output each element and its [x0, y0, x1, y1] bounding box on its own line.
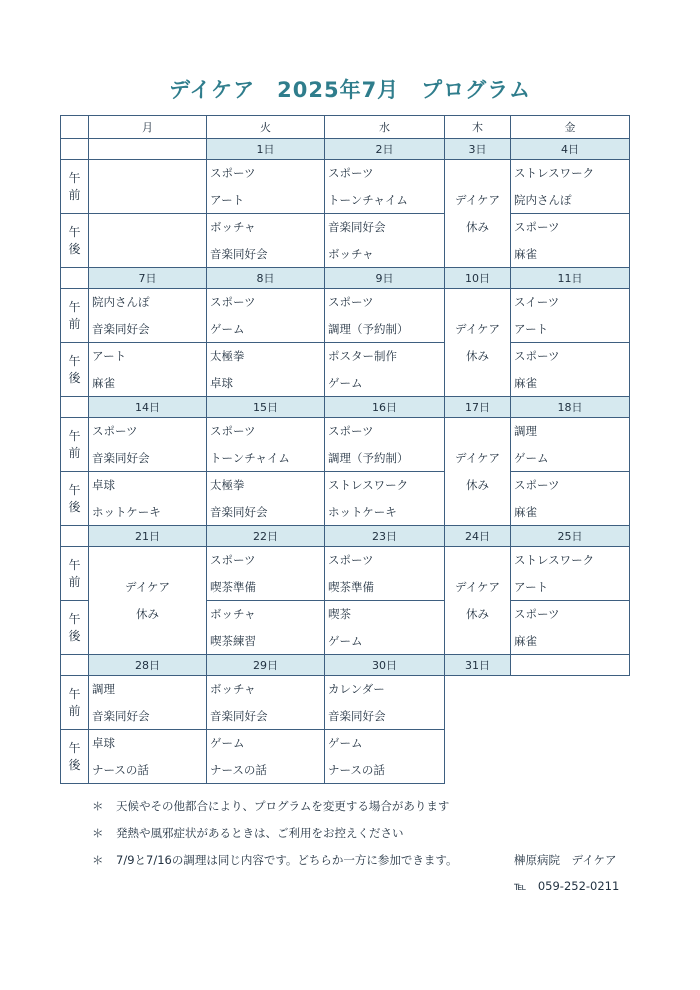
activity-item: ポスター制作	[328, 349, 397, 363]
activity-item: ボッチャ	[210, 220, 256, 234]
period-label-afternoon	[61, 730, 89, 784]
date-cell: 17日	[445, 397, 511, 418]
activity-item: 調理	[514, 424, 537, 438]
activity-item: スポーツ	[514, 478, 560, 492]
activity-item: スポーツ	[328, 295, 374, 309]
page-title: デイケア 2025年7月 プログラム	[169, 78, 531, 102]
activity-cell	[207, 418, 325, 472]
activity-item: スポーツ	[514, 607, 560, 621]
period-char: 午	[68, 224, 81, 239]
activity-cell	[325, 601, 445, 655]
activity-cell	[325, 676, 445, 730]
activity-cell	[207, 676, 325, 730]
date-cell: 2日	[325, 139, 445, 160]
closed-label: 休み	[466, 219, 489, 234]
closed-label: デイケア	[455, 579, 500, 594]
date-row	[61, 655, 630, 676]
date-cell: 8日	[207, 268, 325, 289]
activity-item: ストレスワーク	[514, 166, 595, 180]
activity-item: 音楽同好会	[210, 708, 268, 723]
activity-cell	[511, 289, 630, 343]
activity-item: 太極拳	[210, 349, 245, 363]
activity-cell	[325, 418, 445, 472]
activity-item: トーンチャイム	[328, 192, 408, 207]
activity-cell	[89, 214, 207, 268]
note-mark: ＊	[92, 826, 104, 840]
activity-item: 太極拳	[210, 478, 245, 492]
closed-label: デイケア	[125, 579, 170, 594]
activity-item: スポーツ	[328, 166, 374, 180]
activity-cell	[89, 160, 207, 214]
date-cell: 31日	[445, 655, 511, 676]
period-char: 後	[68, 499, 81, 514]
activity-cell	[325, 343, 445, 397]
activity-item: アート	[92, 349, 127, 363]
date-cell: 24日	[445, 526, 511, 547]
period-char: 後	[68, 370, 81, 385]
period-char: 前	[68, 703, 81, 718]
date-corner	[61, 526, 89, 547]
schedule-table	[60, 115, 630, 784]
activity-cell	[207, 160, 325, 214]
activity-cell	[207, 730, 325, 784]
period-char: 午	[68, 428, 81, 443]
closed-day-cell	[445, 418, 511, 526]
organization-name: 榊原病院 デイケア	[514, 853, 617, 867]
activity-item: 喫茶準備	[210, 579, 256, 594]
date-cell: 29日	[207, 655, 325, 676]
morning-row	[61, 547, 630, 601]
date-cell: 16日	[325, 397, 445, 418]
activity-item: ボッチャ	[210, 682, 256, 696]
activity-item: 音楽同好会	[92, 450, 150, 465]
activity-item: スポーツ	[328, 553, 374, 567]
date-cell: 15日	[207, 397, 325, 418]
note	[92, 793, 458, 820]
activity-item: ゲーム	[328, 736, 363, 750]
activity-item: ゲーム	[210, 736, 245, 750]
activity-item: ゲーム	[210, 321, 245, 336]
closed-label: 休み	[466, 606, 489, 621]
period-char: 前	[68, 187, 81, 202]
activity-item: カレンダー	[328, 682, 385, 696]
weekday-fri: 金	[511, 116, 630, 139]
date-corner	[61, 268, 89, 289]
period-char: 前	[68, 445, 81, 460]
period-label-afternoon	[61, 472, 89, 526]
activity-item: 音楽同好会	[210, 246, 268, 261]
date-cell: 7日	[89, 268, 207, 289]
activity-item: トーンチャイム	[210, 450, 290, 465]
note-mark: ＊	[92, 853, 104, 867]
activity-item: ホットケーキ	[328, 504, 397, 519]
date-cell: 9日	[325, 268, 445, 289]
activity-cell	[89, 472, 207, 526]
activity-cell	[511, 601, 630, 655]
date-cell: 18日	[511, 397, 630, 418]
period-label-morning	[61, 418, 89, 472]
period-char: 午	[68, 299, 81, 314]
activity-item: ボッチャ	[210, 607, 256, 621]
activity-item: 院内さんぽ	[92, 295, 150, 309]
activity-cell	[89, 343, 207, 397]
activity-item: スポーツ	[514, 220, 560, 234]
weekday-thu: 木	[445, 116, 511, 139]
note-text: 7/9と7/16の調理は同じ内容です。どちらか一方に参加できます。	[116, 853, 458, 867]
closed-label: 休み	[136, 606, 159, 621]
activity-item: 麻雀	[514, 504, 537, 519]
contact-info	[514, 847, 619, 899]
activity-item: 喫茶準備	[328, 579, 374, 594]
date-cell: 3日	[445, 139, 511, 160]
activity-item: ゲーム	[328, 375, 363, 390]
period-char: 前	[68, 574, 81, 589]
date-cell: 30日	[325, 655, 445, 676]
activity-cell	[511, 214, 630, 268]
activity-item: 麻雀	[514, 633, 537, 648]
activity-cell	[207, 601, 325, 655]
date-cell	[511, 655, 630, 676]
activity-item: スポーツ	[210, 424, 256, 438]
weekday-tue: 火	[207, 116, 325, 139]
activity-item: ホットケーキ	[92, 504, 161, 519]
weekday-header-row	[61, 116, 630, 139]
period-char: 前	[68, 316, 81, 331]
activity-item: スポーツ	[210, 295, 256, 309]
closed-label: デイケア	[455, 321, 500, 336]
period-char: 午	[68, 686, 81, 701]
activity-cell	[89, 289, 207, 343]
activity-cell	[207, 214, 325, 268]
activity-item: 音楽同好会	[92, 321, 150, 336]
activity-item: 院内さんぽ	[514, 192, 572, 207]
activity-item: 音楽同好会	[328, 708, 386, 723]
period-label-afternoon	[61, 343, 89, 397]
activity-item: スイーツ	[514, 295, 560, 309]
date-row	[61, 268, 630, 289]
date-cell	[89, 139, 207, 160]
note	[92, 847, 458, 874]
activity-cell	[511, 160, 630, 214]
period-char: 後	[68, 241, 81, 256]
activity-cell	[511, 418, 630, 472]
period-char: 後	[68, 628, 81, 643]
date-corner	[61, 655, 89, 676]
activity-cell	[325, 160, 445, 214]
activity-cell	[325, 472, 445, 526]
date-cell: 22日	[207, 526, 325, 547]
activity-item: 卓球	[92, 736, 115, 750]
period-char: 午	[68, 482, 81, 497]
activity-item: 調理（予約制）	[328, 321, 409, 336]
closed-day-cell	[89, 547, 207, 655]
activity-item: ナースの話	[210, 762, 267, 777]
telephone-number: ℡ 059-252-0211	[514, 879, 620, 893]
activity-cell	[89, 730, 207, 784]
date-cell: 28日	[89, 655, 207, 676]
period-label-afternoon	[61, 601, 89, 655]
activity-item: ナースの話	[328, 762, 385, 777]
activity-item: 喫茶練習	[210, 633, 256, 648]
activity-item: 卓球	[92, 478, 115, 492]
activity-cell	[325, 289, 445, 343]
activity-cell	[325, 730, 445, 784]
activity-item: 麻雀	[514, 246, 537, 261]
empty-area	[445, 676, 630, 784]
period-char: 午	[68, 170, 81, 185]
activity-item: 音楽同好会	[92, 708, 150, 723]
date-cell: 23日	[325, 526, 445, 547]
closed-label: 休み	[466, 477, 489, 492]
activity-item: 音楽同好会	[210, 504, 268, 519]
activity-item: ゲーム	[514, 450, 549, 465]
activity-cell	[207, 289, 325, 343]
period-char: 午	[68, 740, 81, 755]
period-label-morning	[61, 547, 89, 601]
activity-cell	[325, 214, 445, 268]
closed-day-cell	[445, 547, 511, 655]
date-cell: 11日	[511, 268, 630, 289]
activity-cell	[511, 343, 630, 397]
activity-item: ナースの話	[92, 762, 149, 777]
activity-cell	[325, 547, 445, 601]
morning-row	[61, 160, 630, 214]
note-text: 天候やその他都合により、プログラムを変更する場合があります	[116, 799, 450, 813]
period-char: 午	[68, 353, 81, 368]
note-text: 発熱や風邪症状があるときは、ご利用をお控えください	[116, 826, 404, 840]
activity-cell	[511, 547, 630, 601]
date-row	[61, 397, 630, 418]
activity-item: スポーツ	[92, 424, 138, 438]
date-corner	[61, 397, 89, 418]
activity-item: ボッチャ	[328, 246, 374, 261]
activity-cell	[511, 472, 630, 526]
period-char: 午	[68, 611, 81, 626]
activity-item: アート	[514, 321, 549, 336]
date-row	[61, 526, 630, 547]
date-cell: 21日	[89, 526, 207, 547]
activity-item: 喫茶	[328, 607, 351, 621]
date-cell: 1日	[207, 139, 325, 160]
activity-item: アート	[210, 192, 245, 207]
activity-cell	[207, 547, 325, 601]
activity-item: ストレスワーク	[328, 478, 409, 492]
activity-cell	[89, 418, 207, 472]
date-cell: 4日	[511, 139, 630, 160]
activity-cell	[89, 676, 207, 730]
corner-cell	[61, 116, 89, 139]
notes	[92, 793, 458, 874]
morning-row	[61, 289, 630, 343]
period-char: 午	[68, 557, 81, 572]
activity-cell	[207, 472, 325, 526]
activity-item: ゲーム	[328, 633, 363, 648]
period-char: 後	[68, 757, 81, 772]
morning-row	[61, 418, 630, 472]
morning-row	[61, 676, 630, 730]
activity-item: 調理（予約制）	[328, 450, 409, 465]
date-cell: 14日	[89, 397, 207, 418]
activity-item: 調理	[92, 682, 115, 696]
activity-item: 麻雀	[92, 375, 115, 390]
activity-item: ストレスワーク	[514, 553, 595, 567]
activity-item: 卓球	[210, 375, 233, 390]
period-label-morning	[61, 676, 89, 730]
afternoon-row	[61, 343, 630, 397]
activity-item: アート	[514, 579, 549, 594]
period-label-afternoon	[61, 214, 89, 268]
activity-item: スポーツ	[210, 166, 256, 180]
activity-item: 音楽同好会	[328, 220, 386, 234]
period-label-morning	[61, 289, 89, 343]
date-corner	[61, 139, 89, 160]
closed-day-cell	[445, 289, 511, 397]
activity-item: スポーツ	[514, 349, 560, 363]
closed-label: 休み	[466, 348, 489, 363]
date-cell: 10日	[445, 268, 511, 289]
note-mark: ＊	[92, 799, 104, 813]
afternoon-row	[61, 472, 630, 526]
closed-label: デイケア	[455, 450, 500, 465]
closed-label: デイケア	[455, 192, 500, 207]
activity-item: スポーツ	[210, 553, 256, 567]
closed-day-cell	[445, 160, 511, 268]
date-cell: 25日	[511, 526, 630, 547]
note	[92, 820, 458, 847]
activity-cell	[207, 343, 325, 397]
afternoon-row	[61, 214, 630, 268]
date-row	[61, 139, 630, 160]
activity-item: 麻雀	[514, 375, 537, 390]
period-label-morning	[61, 160, 89, 214]
activity-item: スポーツ	[328, 424, 374, 438]
weekday-mon: 月	[89, 116, 207, 139]
weekday-wed: 水	[325, 116, 445, 139]
